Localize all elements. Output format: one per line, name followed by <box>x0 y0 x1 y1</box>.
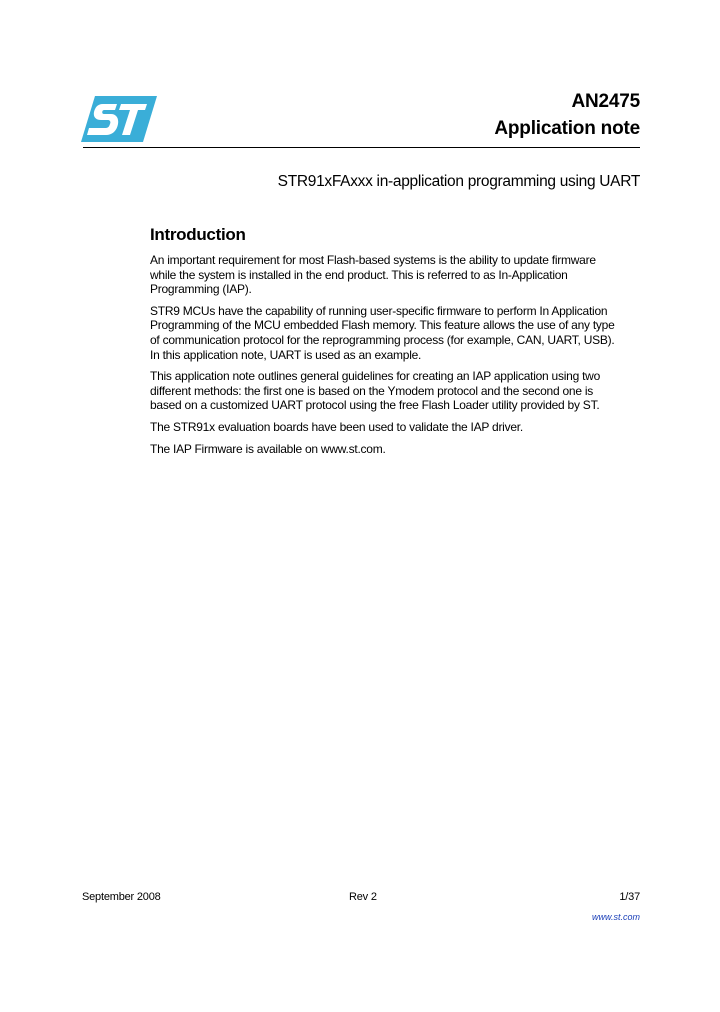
st-logo-icon <box>81 96 157 142</box>
introduction-body <box>150 253 640 463</box>
document-type: Application note <box>494 118 640 139</box>
footer-website-link[interactable]: www.st.com <box>591 912 640 922</box>
footer-revision: Rev 2 <box>349 891 377 903</box>
document-number: AN2475 <box>571 91 640 112</box>
paragraph: The STR91x evaluation boards have been used to validate the IAP driver. <box>150 419 523 434</box>
paragraph: This application note outlines general guidelines for creating an IAP application using two different methods: the first one is based on the Ymodem protocol and the second one is based on a customized UART protocol using the free Flash Loader utility provided by ST. <box>150 369 600 413</box>
document-title: STR91xFAxxx in-application programming using UART <box>277 173 640 190</box>
footer-page-number: 1/37 <box>619 891 640 903</box>
footer-date: September 2008 <box>82 891 161 903</box>
header-divider <box>83 147 640 148</box>
paragraph: STR9 MCUs have the capability of running user-specific firmware to perform In Application Programming of the MCU embedded Flash memory. This feature allows the use of any type of communication protocol for the reprogramming process (for example, CAN, UART, USB). In this application note, UART is used as an example. <box>150 303 615 362</box>
paragraph: The IAP Firmware is available on www.st.com. <box>150 441 386 456</box>
section-heading: Introduction <box>150 225 246 244</box>
paragraph: An important requirement for most Flash-based systems is the ability to update firmware while the system is installed in the end product. This is referred to as In-Application Programming (IAP). <box>150 253 596 297</box>
